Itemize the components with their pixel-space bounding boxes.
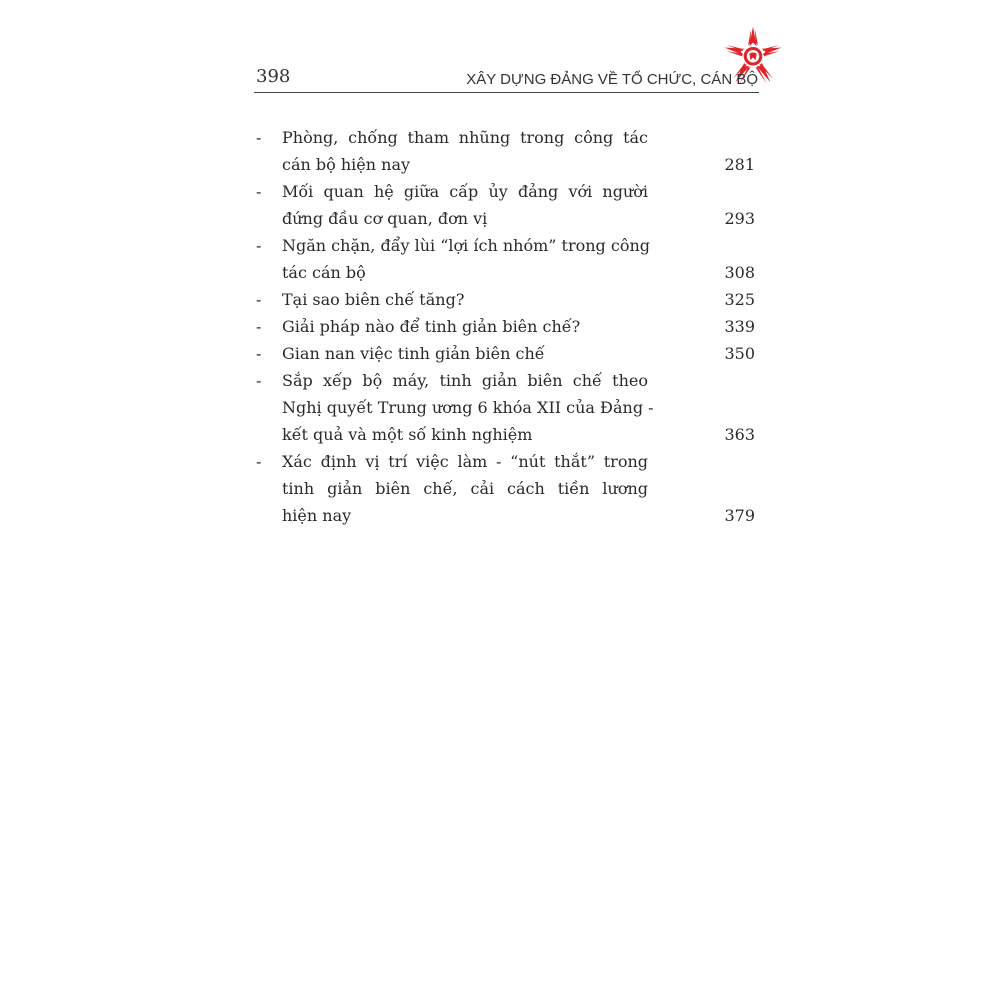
toc-page-number: 293 <box>724 209 755 228</box>
toc-title-line: tinh giản biên chế, cải cách tiền lương <box>282 479 648 498</box>
toc-entry <box>254 313 759 340</box>
toc-title-line: Gian nan việc tinh giản biên chế <box>282 344 545 363</box>
toc-entry <box>254 286 759 313</box>
toc-bullet: - <box>256 128 262 147</box>
toc-entry-title <box>282 313 648 340</box>
toc-title-line: tác cán bộ <box>282 263 366 282</box>
toc-entry <box>254 448 759 529</box>
toc-bullet: - <box>256 182 262 201</box>
toc-entry-title <box>282 448 648 529</box>
toc-bullet: - <box>256 236 262 255</box>
toc-entry <box>254 367 759 448</box>
toc-page-number: 350 <box>724 344 755 363</box>
toc-page-number: 379 <box>724 506 755 525</box>
toc-title-line: Giải pháp nào để tinh giản biên chế? <box>282 317 581 336</box>
toc-title-line: Phòng, chống tham nhũng trong công tác <box>282 128 648 147</box>
toc-page-number: 339 <box>724 317 755 336</box>
toc-title-line: kết quả và một số kinh nghiệm <box>282 425 533 444</box>
header-divider <box>254 92 759 93</box>
toc-entry <box>254 178 759 232</box>
toc-bullet: - <box>256 452 262 471</box>
toc-title-line: Ngăn chặn, đẩy lùi “lợi ích nhóm” trong công <box>282 236 651 255</box>
table-of-contents <box>254 124 759 529</box>
toc-page-number: 281 <box>724 155 755 174</box>
toc-title-line: Mối quan hệ giữa cấp ủy đảng với người <box>282 182 648 201</box>
page-number: 398 <box>256 66 291 87</box>
toc-title-line: Xác định vị trí việc làm - “nút thắt” trong <box>282 452 648 471</box>
toc-title-line: đứng đầu cơ quan, đơn vị <box>282 209 488 228</box>
toc-page-number: 363 <box>724 425 755 444</box>
toc-title-line: Tại sao biên chế tăng? <box>282 290 465 309</box>
toc-title-line: Sắp xếp bộ máy, tinh giản biên chế theo <box>282 371 648 390</box>
toc-entry-title <box>282 124 648 178</box>
toc-entry-title <box>282 286 648 313</box>
toc-page-number: 308 <box>724 263 755 282</box>
running-title: XÂY DỰNG ĐẢNG VỀ TỔ CHỨC, CÁN BỘ <box>466 71 758 88</box>
toc-title-line: hiện nay <box>282 506 352 525</box>
toc-entry-title <box>282 367 654 448</box>
toc-bullet: - <box>256 290 262 309</box>
toc-title-line: Nghị quyết Trung ương 6 khóa XII của Đảng - <box>282 398 654 417</box>
toc-bullet: - <box>256 344 262 363</box>
toc-entry-title <box>282 232 651 286</box>
toc-entry <box>254 340 759 367</box>
toc-entry-title <box>282 340 648 367</box>
toc-entry <box>254 124 759 178</box>
toc-bullet: - <box>256 371 262 390</box>
toc-bullet: - <box>256 317 262 336</box>
toc-entry <box>254 232 759 286</box>
toc-title-line: cán bộ hiện nay <box>282 155 411 174</box>
toc-page-number: 325 <box>724 290 755 309</box>
toc-entry-title <box>282 178 648 232</box>
